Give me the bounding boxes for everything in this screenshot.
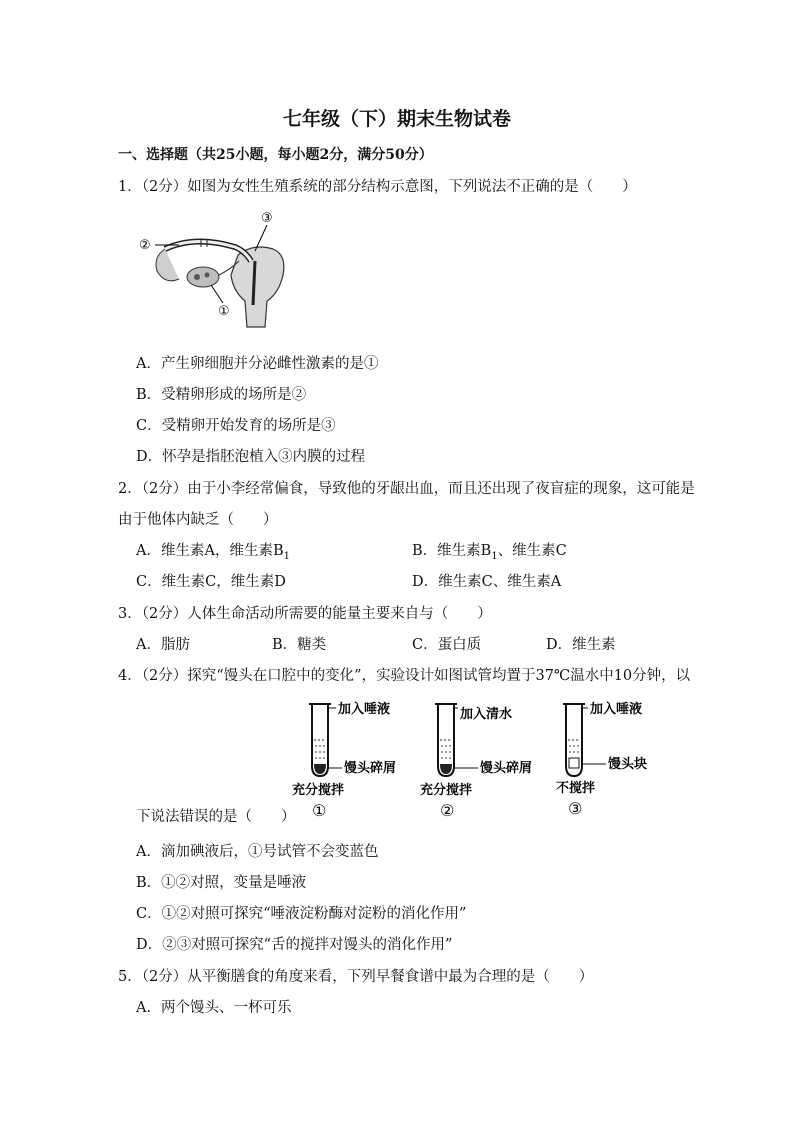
tube-2-side-label: 馒头碎屑 (480, 761, 533, 776)
question-4-stem-line1: 4．（2分）探究“馒头在口腔中的变化”，实验设计如图试管均置于37℃温水中10分钟，以 (118, 668, 691, 684)
question-3-stem: 3．（2分）人体生命活动所需要的能量主要来自与（ ） (118, 606, 492, 622)
question-3-option-c[interactable]: C．蛋白质 (412, 637, 482, 653)
question-1-stem: 1．（2分）如图为女性生殖系统的部分结构示意图，下列说法不正确的是（ ） (118, 179, 637, 195)
question-2-option-b[interactable] (412, 539, 567, 562)
question-3-option-a[interactable]: A．脂肪 (136, 637, 190, 653)
question-1-option-d[interactable]: D．怀孕是指胚泡植入③内膜的过程 (136, 449, 366, 465)
question-2-option-c[interactable]: C．维生素C，维生素D (136, 574, 286, 590)
question-4-option-c[interactable]: C．①②对照可探究“唾液淀粉酶对淀粉的消化作用” (136, 906, 467, 922)
question-3-option-d[interactable]: D．维生素 (546, 637, 616, 653)
female-reproductive-system-figure (135, 205, 300, 335)
question-2-stem-line2: 由于他体内缺乏（ ） (118, 512, 278, 528)
test-tube-experiment-figure (290, 694, 670, 829)
option-a-subscript: 1 (283, 550, 290, 562)
figure-label-1: ① (218, 304, 230, 319)
tube-2-top-label: 加入清水 (460, 707, 513, 722)
tube-3-number: ③ (568, 799, 583, 818)
question-5-option-a[interactable]: A．两个馒头、一杯可乐 (136, 1000, 292, 1016)
question-2-stem-line1: 2．（2分）由于小李经常偏食，导致他的牙龈出血，而且还出现了夜盲症的现象，这可能是 (118, 481, 695, 497)
tube-1-side-label: 馒头碎屑 (344, 761, 397, 776)
section-heading: 一、选择题（共25小题，每小题2分，满分50分） (118, 147, 433, 163)
question-1-option-a[interactable]: A．产生卵细胞并分泌雌性激素的是① (136, 356, 379, 372)
tube-3-bottom-label: 不搅拌 (556, 781, 596, 796)
option-b-rest: 、维生素C (497, 543, 567, 559)
test-tube-1 (292, 701, 396, 820)
tube-2-bottom-label: 充分搅拌 (420, 783, 473, 798)
tube-3-side-label: 馒头块 (608, 757, 648, 772)
option-a-text: A．维生素A，维生素B (136, 543, 284, 559)
figure-label-3: ③ (261, 211, 273, 226)
question-2-option-a[interactable] (136, 539, 290, 562)
page-title: 七年级（下）期末生物试卷 (282, 108, 511, 130)
option-b-text: B．维生素B (412, 543, 492, 559)
question-4-option-a[interactable]: A．滴加碘液后，①号试管不会变蓝色 (136, 844, 379, 860)
tube-1-bottom-label: 充分搅拌 (292, 783, 345, 798)
question-1-option-c[interactable]: C．受精卵开始发育的场所是③ (136, 418, 336, 434)
question-1-option-b[interactable]: B．受精卵形成的场所是② (136, 387, 307, 403)
tube-3-top-label: 加入唾液 (590, 702, 643, 717)
tube-1-number: ① (312, 801, 327, 820)
option-b-subscript: 1 (491, 550, 498, 562)
test-tube-3 (556, 701, 647, 818)
question-2-option-d[interactable]: D．维生素C、维生素A (412, 574, 562, 590)
tube-1-top-label: 加入唾液 (338, 702, 391, 717)
question-5-stem: 5．（2分）从平衡膳食的角度来看，下列早餐食谱中最为合理的是（ ） (118, 969, 594, 985)
question-4-option-b[interactable]: B．①②对照，变量是唾液 (136, 875, 307, 891)
question-4-stem-line2: 下说法错误的是（ ） (136, 809, 296, 825)
test-tube-2 (420, 704, 532, 820)
figure-label-2: ② (139, 238, 151, 253)
question-3-option-b[interactable]: B．糖类 (272, 637, 327, 653)
question-4-option-d[interactable]: D．②③对照可探究“舌的搅拌对馒头的消化作用” (136, 937, 453, 953)
tube-2-number: ② (440, 801, 455, 820)
